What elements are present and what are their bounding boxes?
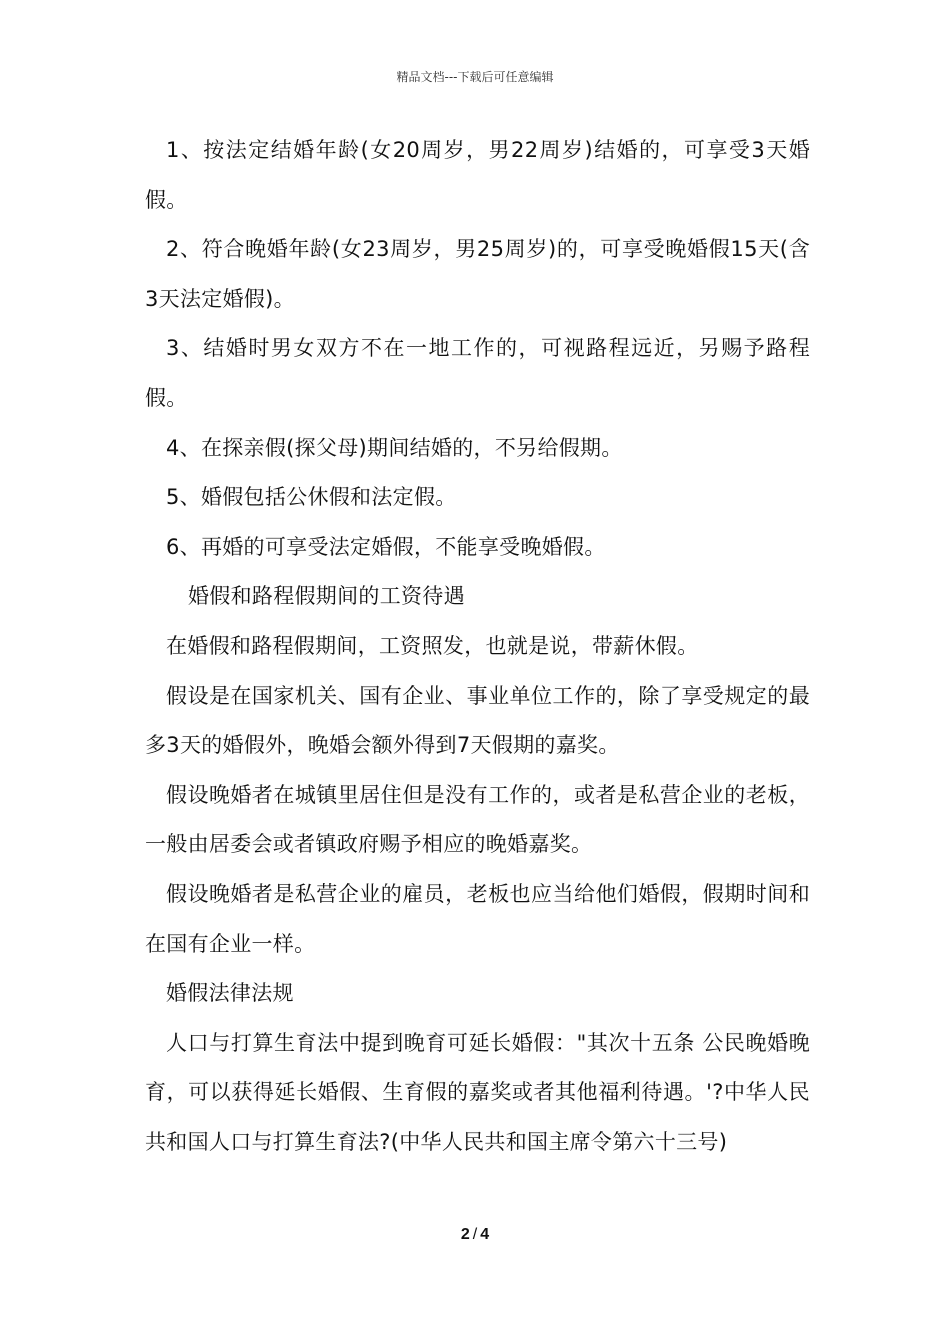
paragraph-rule-6: 6、再婚的可享受法定婚假，不能享受晚婚假。 [166, 534, 606, 559]
paragraph-private-employee: 假设晚婚者是私营企业的雇员，老板也应当给他们婚假，假期时间和在国有企业一样。 [145, 881, 810, 956]
section-heading-wages: 婚假和路程假期间的工资待遇 [188, 584, 465, 609]
page-header: 精品文档---下载后可任意编辑 [396, 70, 554, 84]
total-pages: 4 [480, 1226, 490, 1243]
page-number [0, 1226, 950, 1244]
document-body [145, 126, 810, 1167]
paragraph-rule-4: 4、在探亲假(探父母)期间结婚的，不另给假期。 [166, 435, 623, 460]
paragraph-unemployed-urban: 假设晚婚者在城镇里居住但是没有工作的，或者是私营企业的老板，一般由居委会或者镇政府赐予相应的晚婚嘉奖。 [145, 782, 810, 857]
current-page: 2 [460, 1226, 470, 1243]
page-separator: / [472, 1226, 478, 1243]
paragraph-rule-5: 5、婚假包括公休假和法定假。 [166, 485, 457, 510]
paragraph-rule-2: 2、符合晚婚年龄(女23周岁，男25周岁)的，可享受晚婚假15天(含3天法定婚假)。 [145, 237, 810, 311]
paragraph-rule-3: 3、结婚时男女双方不在一地工作的，可视路程远近，另赐予路程假。 [145, 336, 810, 410]
paragraph-wages: 在婚假和路程假期间，工资照发，也就是说，带薪休假。 [166, 633, 699, 658]
paragraph-rule-1: 1、按法定结婚年龄(女20周岁，男22周岁)结婚的，可享受3天婚假。 [145, 138, 810, 212]
section-heading-laws: 婚假法律法规 [166, 981, 294, 1006]
paragraph-law-citation: 人口与打算生育法中提到晚育可延长婚假："其次十五条 公民晚婚晚育，可以获得延长婚假、生育假的嘉奖或者其他福利待遇。'?中华人民共和国人口与打算生育法?(中华人民共和国主席令第六十三号) [145, 1030, 810, 1154]
paragraph-state-employee: 假设是在国家机关、国有企业、事业单位工作的，除了享受规定的最多3天的婚假外，晚婚会额外得到7天假期的嘉奖。 [145, 683, 810, 758]
